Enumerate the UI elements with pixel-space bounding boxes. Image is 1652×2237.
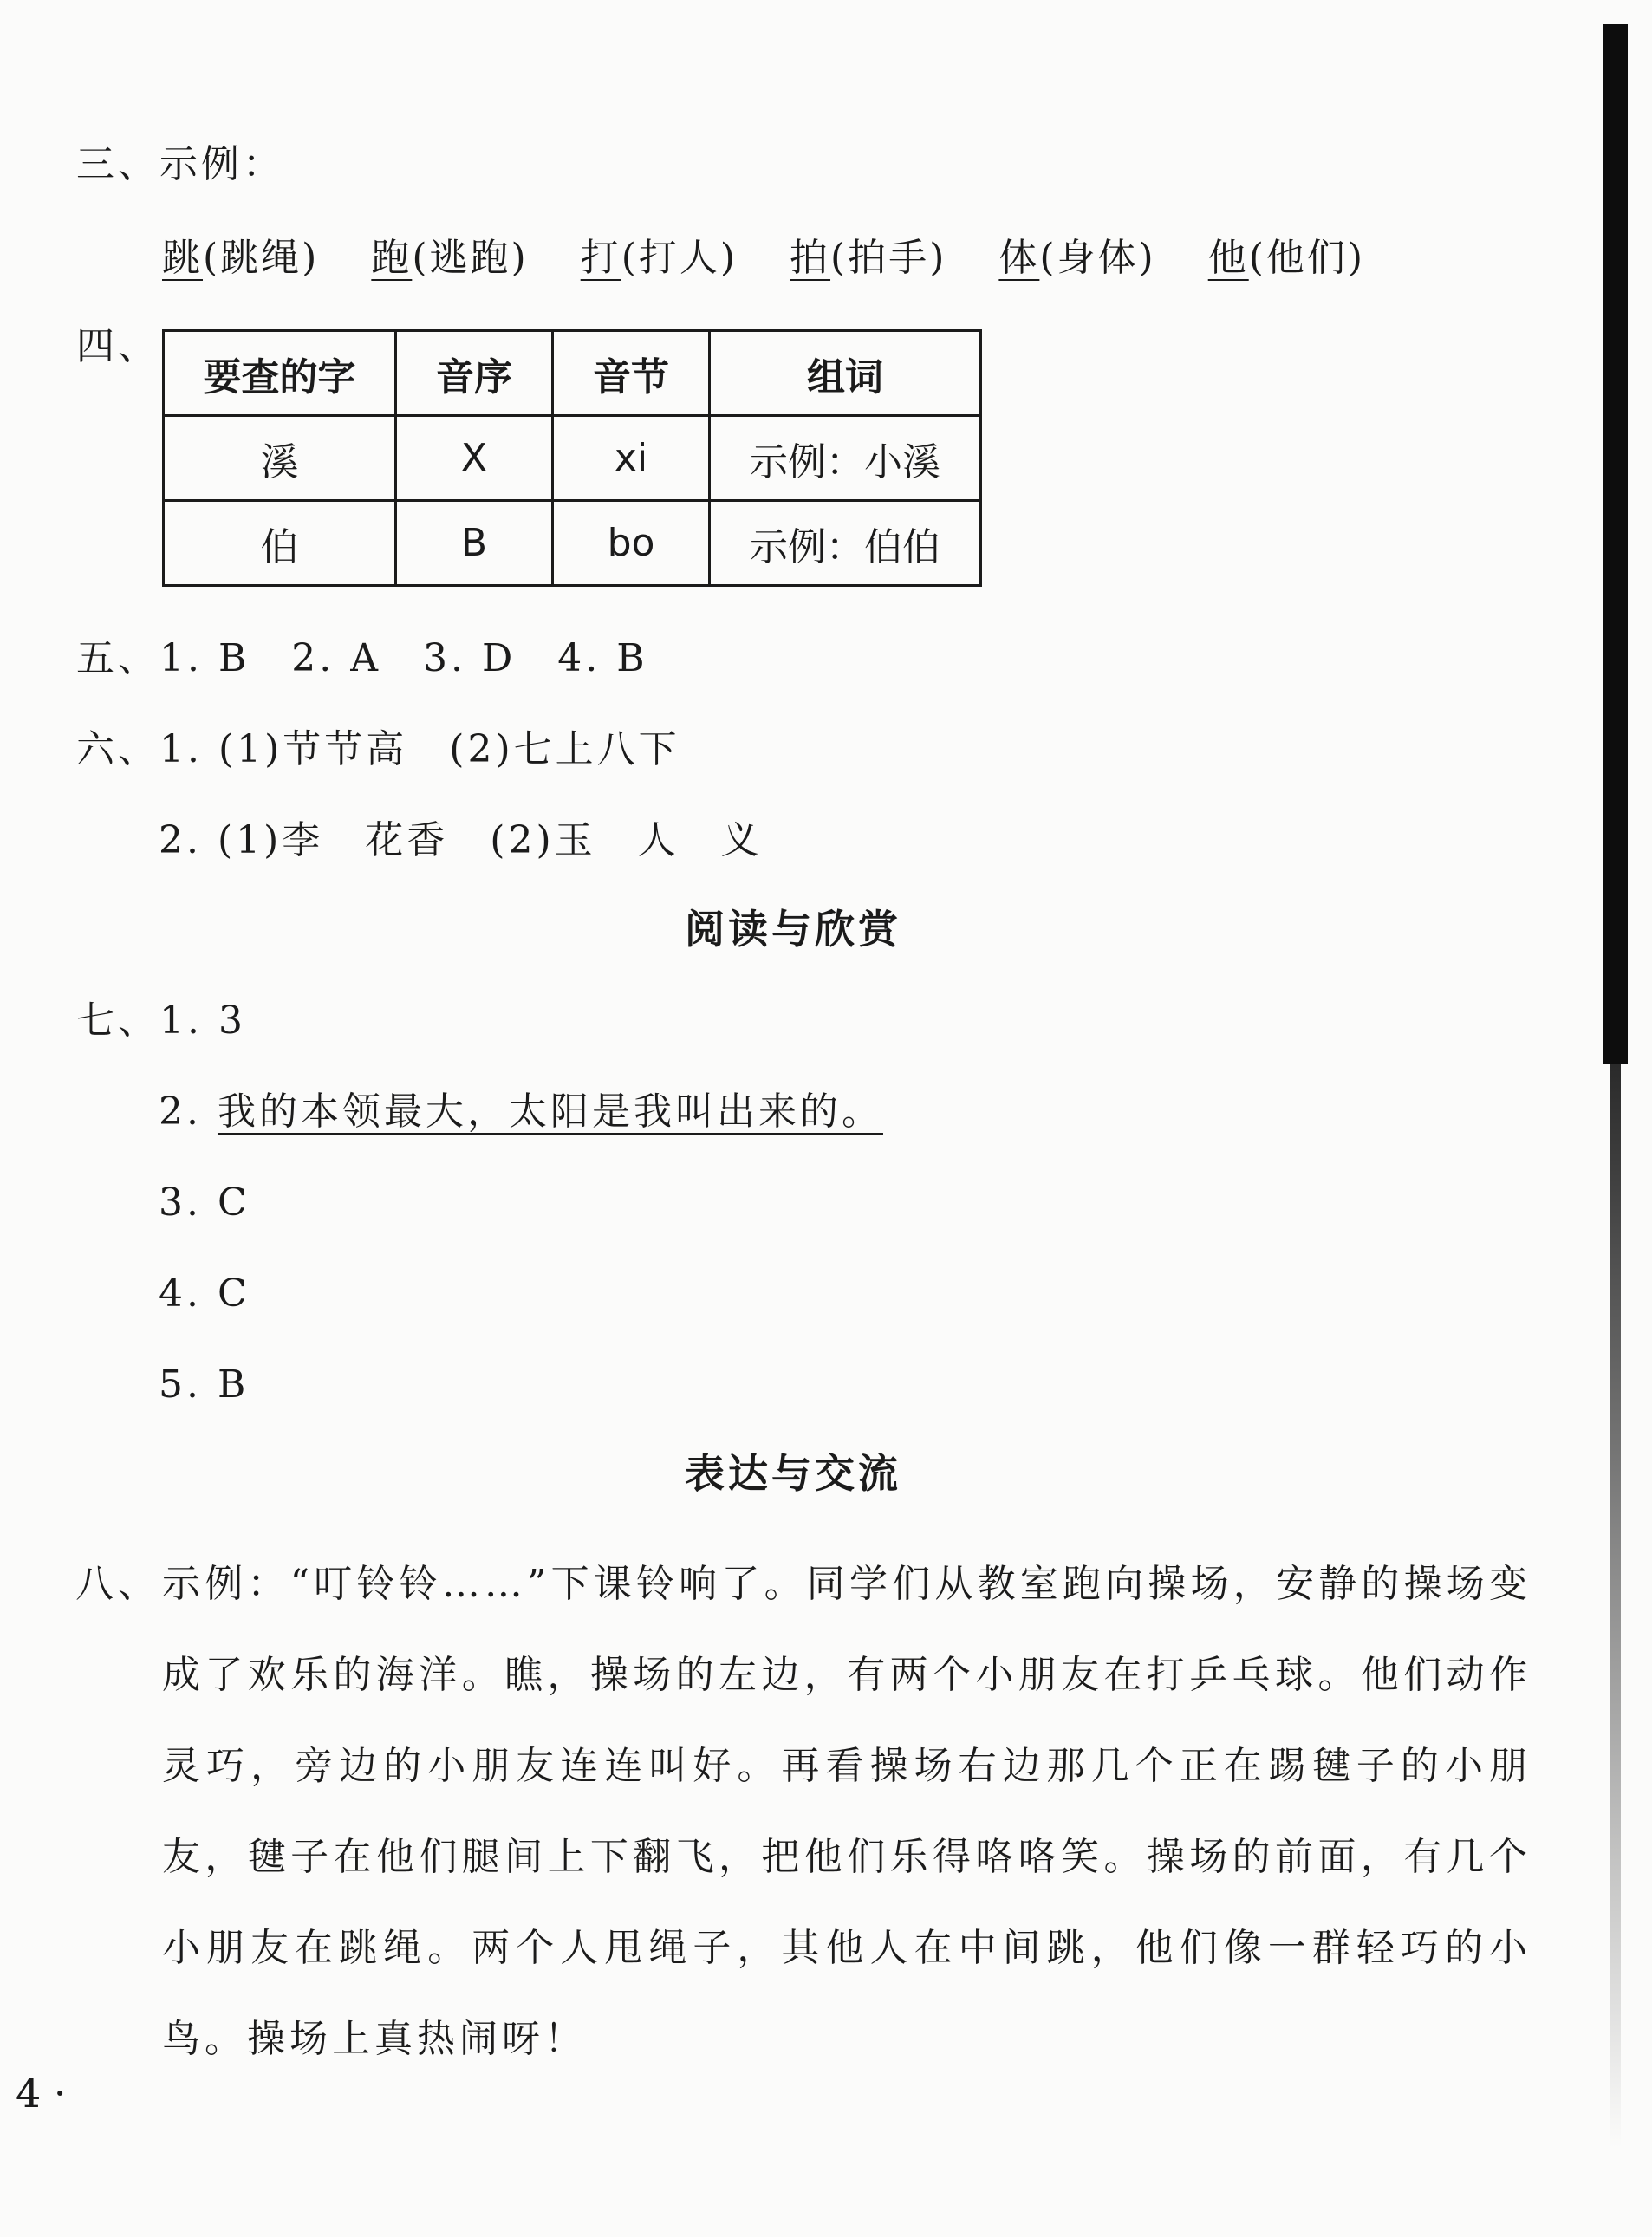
page-number: 4 · [16, 2070, 67, 2117]
word-item [790, 232, 946, 284]
section-5-answers: 五、1. B 2. A 3. D 4. B [76, 636, 648, 680]
table-header: 音节 [553, 331, 710, 416]
expression-section-title: 表达与交流 [685, 1450, 901, 1497]
word-compound: (打人) [621, 236, 738, 280]
word-compound: (身体) [1039, 236, 1156, 280]
word-compound: (他们) [1248, 236, 1366, 280]
word-item [371, 232, 528, 284]
table-cell: bo [553, 501, 710, 586]
word-char: 体 [998, 236, 1040, 280]
table-cell: 伯 [164, 501, 396, 586]
dictionary-table [162, 329, 982, 587]
word-compound: (跳绳) [203, 236, 320, 280]
table-cell: 示例：伯伯 [710, 501, 981, 586]
answer-text: 我的本领最大，太阳是我叫出来的。 [217, 1089, 883, 1134]
word-compound: (逃跑) [412, 236, 529, 280]
section-3-words [162, 232, 1365, 284]
table-cell: 示例：小溪 [710, 416, 981, 501]
word-item [998, 232, 1155, 284]
word-char: 打 [580, 236, 621, 280]
word-char: 跑 [371, 236, 413, 280]
word-char: 他 [1207, 236, 1249, 280]
word-char: 拍 [790, 236, 831, 280]
page-edge-shadow [1603, 24, 1628, 1064]
section-3-label: 三、示例： [76, 142, 284, 186]
reading-section-title: 阅读与欣赏 [685, 906, 901, 953]
section-8-text: 示例：“叮铃铃……”下课铃响了。同学们从教室跑向操场，安静的操场变成了欢乐的海洋。瞧，操场的左边，有两个小朋友在打乒乓球。他们动作灵巧，旁边的小朋友连连叫好。再看操场右边那几个正在踢毽子的小朋友，毽子在他们腿间上下翻飞，把他们乐得咯咯笑。操场的前面，有几个小朋友在跳绳。两个人甩绳子，其他人在中间跳，他们像一群轻巧的小鸟。操场上真热闹呀！ [162, 1562, 1532, 2061]
table-cell: B [396, 501, 553, 586]
section-7-answer-4: 4. C [159, 1271, 250, 1316]
section-7-answer-1: 七、1. 3 [76, 998, 246, 1043]
section-7-answer-5: 5. B [159, 1362, 250, 1407]
section-7-answer-3: 3. C [159, 1180, 250, 1225]
word-item [581, 232, 738, 284]
table-row [164, 416, 981, 501]
word-item [1208, 232, 1365, 284]
section-8-paragraph [75, 1538, 1532, 2084]
word-char: 跳 [162, 236, 203, 280]
table-header: 音序 [396, 331, 553, 416]
word-compound: (拍手) [830, 236, 947, 280]
section-6-line-1: 六、1. (1)节节高 (2)七上八下 [76, 727, 680, 771]
section-8-label: 八、 [75, 1562, 160, 1606]
section-6-line-2: 2. (1)李 花香 (2)玉 人 义 [159, 818, 763, 862]
table-row [164, 501, 981, 586]
table-header-row [164, 331, 981, 416]
table-cell: xi [553, 416, 710, 501]
word-item [162, 232, 319, 284]
answer-number: 2. [159, 1089, 202, 1134]
table-header: 要查的字 [164, 331, 396, 416]
table-header: 组词 [710, 331, 981, 416]
section-7-answer-2 [159, 1086, 883, 1138]
table-cell: X [396, 416, 553, 501]
page-edge-shadow-fade [1610, 1064, 1621, 2148]
section-4-label: 四、 [76, 324, 159, 368]
table-cell: 溪 [164, 416, 396, 501]
